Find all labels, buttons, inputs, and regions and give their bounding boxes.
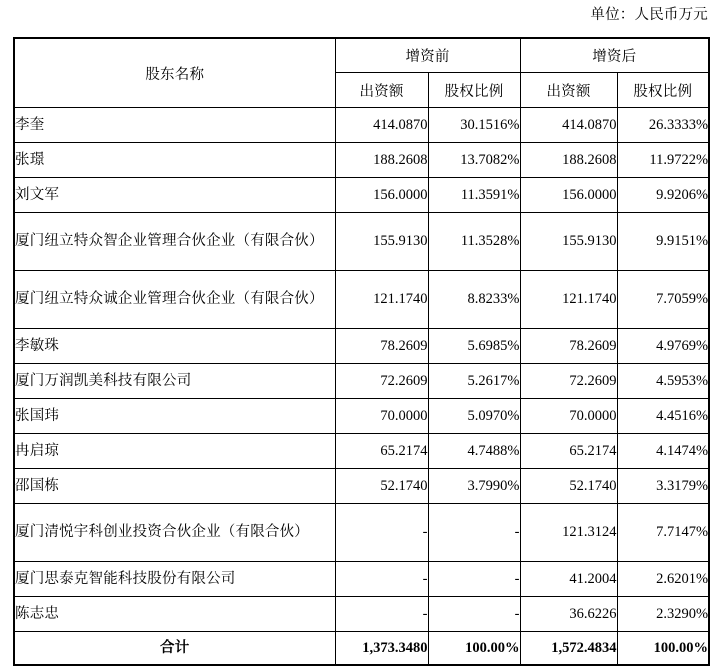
cell-after-amount: 414.0870	[520, 108, 617, 143]
cell-before-ratio: -	[428, 504, 520, 562]
column-header-after-amount: 出资额	[520, 73, 617, 108]
shareholder-capital-table	[13, 37, 710, 666]
cell-before-ratio: -	[428, 597, 520, 632]
cell-shareholder-name: 厦门纽立特众诚企业管理合伙企业（有限合伙）	[14, 271, 335, 329]
cell-before-amount: 121.1740	[335, 271, 428, 329]
unit-note: 单位：人民币万元	[590, 7, 708, 23]
cell-shareholder-name: 张国玮	[14, 399, 335, 434]
cell-after-ratio: 2.6201%	[617, 562, 709, 597]
cell-after-amount: 155.9130	[520, 213, 617, 271]
column-header-before-amount: 出资额	[335, 73, 428, 108]
cell-shareholder-name: 陈志忠	[14, 597, 335, 632]
cell-after-amount: 156.0000	[520, 178, 617, 213]
cell-after-amount: 188.2608	[520, 143, 617, 178]
cell-shareholder-name: 厦门万润凯美科技有限公司	[14, 364, 335, 399]
shareholder-table-container	[13, 37, 708, 666]
cell-after-ratio: 26.3333%	[617, 108, 709, 143]
cell-shareholder-name: 厦门思泰克智能科技股份有限公司	[14, 562, 335, 597]
table-header	[14, 38, 709, 108]
cell-before-ratio: 13.7082%	[428, 143, 520, 178]
cell-before-amount: 78.2609	[335, 329, 428, 364]
cell-before-ratio: 5.6985%	[428, 329, 520, 364]
cell-shareholder-name: 厦门清悦宇科创业投资合伙企业（有限合伙）	[14, 504, 335, 562]
cell-after-ratio: 2.3290%	[617, 597, 709, 632]
cell-shareholder-name: 张璟	[14, 143, 335, 178]
cell-before-amount: 70.0000	[335, 399, 428, 434]
cell-after-ratio: 3.3179%	[617, 469, 709, 504]
cell-before-amount: 156.0000	[335, 178, 428, 213]
table-row	[14, 597, 709, 632]
cell-before-ratio: 3.7990%	[428, 469, 520, 504]
cell-total-after-amount: 1,572.4834	[520, 632, 617, 666]
cell-after-amount: 70.0000	[520, 399, 617, 434]
column-group-header-after: 增资后	[520, 38, 709, 73]
cell-after-amount: 78.2609	[520, 329, 617, 364]
cell-before-ratio: 11.3591%	[428, 178, 520, 213]
cell-before-amount: 155.9130	[335, 213, 428, 271]
table-row	[14, 108, 709, 143]
cell-before-ratio: 8.8233%	[428, 271, 520, 329]
cell-before-ratio: 5.2617%	[428, 364, 520, 399]
cell-before-ratio: 30.1516%	[428, 108, 520, 143]
cell-after-ratio: 7.7147%	[617, 504, 709, 562]
cell-after-ratio: 4.1474%	[617, 434, 709, 469]
table-row	[14, 364, 709, 399]
cell-after-ratio: 9.9206%	[617, 178, 709, 213]
table-row	[14, 178, 709, 213]
table-row	[14, 434, 709, 469]
cell-after-ratio: 11.9722%	[617, 143, 709, 178]
table-header-row-groups	[14, 38, 709, 73]
cell-after-ratio: 7.7059%	[617, 271, 709, 329]
cell-after-amount: 41.2004	[520, 562, 617, 597]
cell-after-amount: 121.1740	[520, 271, 617, 329]
cell-before-amount: -	[335, 597, 428, 632]
table-row	[14, 329, 709, 364]
cell-after-ratio: 4.4516%	[617, 399, 709, 434]
cell-before-amount: 414.0870	[335, 108, 428, 143]
cell-total-before-amount: 1,373.3480	[335, 632, 428, 666]
table-row	[14, 143, 709, 178]
cell-before-amount: -	[335, 504, 428, 562]
cell-before-amount: 65.2174	[335, 434, 428, 469]
column-header-shareholder-name: 股东名称	[14, 38, 335, 108]
cell-shareholder-name: 邵国栋	[14, 469, 335, 504]
cell-before-ratio: 4.7488%	[428, 434, 520, 469]
column-header-after-ratio: 股权比例	[617, 73, 709, 108]
cell-before-ratio: 11.3528%	[428, 213, 520, 271]
cell-after-amount: 65.2174	[520, 434, 617, 469]
cell-shareholder-name: 李敏珠	[14, 329, 335, 364]
cell-total-before-ratio: 100.00%	[428, 632, 520, 666]
cell-before-amount: 72.2609	[335, 364, 428, 399]
cell-shareholder-name: 李奎	[14, 108, 335, 143]
cell-total-label: 合计	[14, 632, 335, 666]
table-row	[14, 213, 709, 271]
cell-before-amount: 188.2608	[335, 143, 428, 178]
table-row	[14, 504, 709, 562]
cell-after-ratio: 4.5953%	[617, 364, 709, 399]
cell-before-ratio: 5.0970%	[428, 399, 520, 434]
table-row	[14, 399, 709, 434]
cell-after-amount: 121.3124	[520, 504, 617, 562]
cell-after-amount: 72.2609	[520, 364, 617, 399]
cell-after-amount: 36.6226	[520, 597, 617, 632]
table-row	[14, 271, 709, 329]
column-group-header-before: 增资前	[335, 38, 520, 73]
column-header-before-ratio: 股权比例	[428, 73, 520, 108]
cell-before-ratio: -	[428, 562, 520, 597]
cell-total-after-ratio: 100.00%	[617, 632, 709, 666]
cell-shareholder-name: 冉启琼	[14, 434, 335, 469]
cell-shareholder-name: 厦门纽立特众智企业管理合伙企业（有限合伙）	[14, 213, 335, 271]
cell-shareholder-name: 刘文军	[14, 178, 335, 213]
cell-before-amount: -	[335, 562, 428, 597]
cell-after-ratio: 9.9151%	[617, 213, 709, 271]
table-body	[14, 108, 709, 666]
table-row	[14, 469, 709, 504]
table-row	[14, 562, 709, 597]
table-total-row	[14, 632, 709, 666]
cell-after-amount: 52.1740	[520, 469, 617, 504]
cell-after-ratio: 4.9769%	[617, 329, 709, 364]
cell-before-amount: 52.1740	[335, 469, 428, 504]
